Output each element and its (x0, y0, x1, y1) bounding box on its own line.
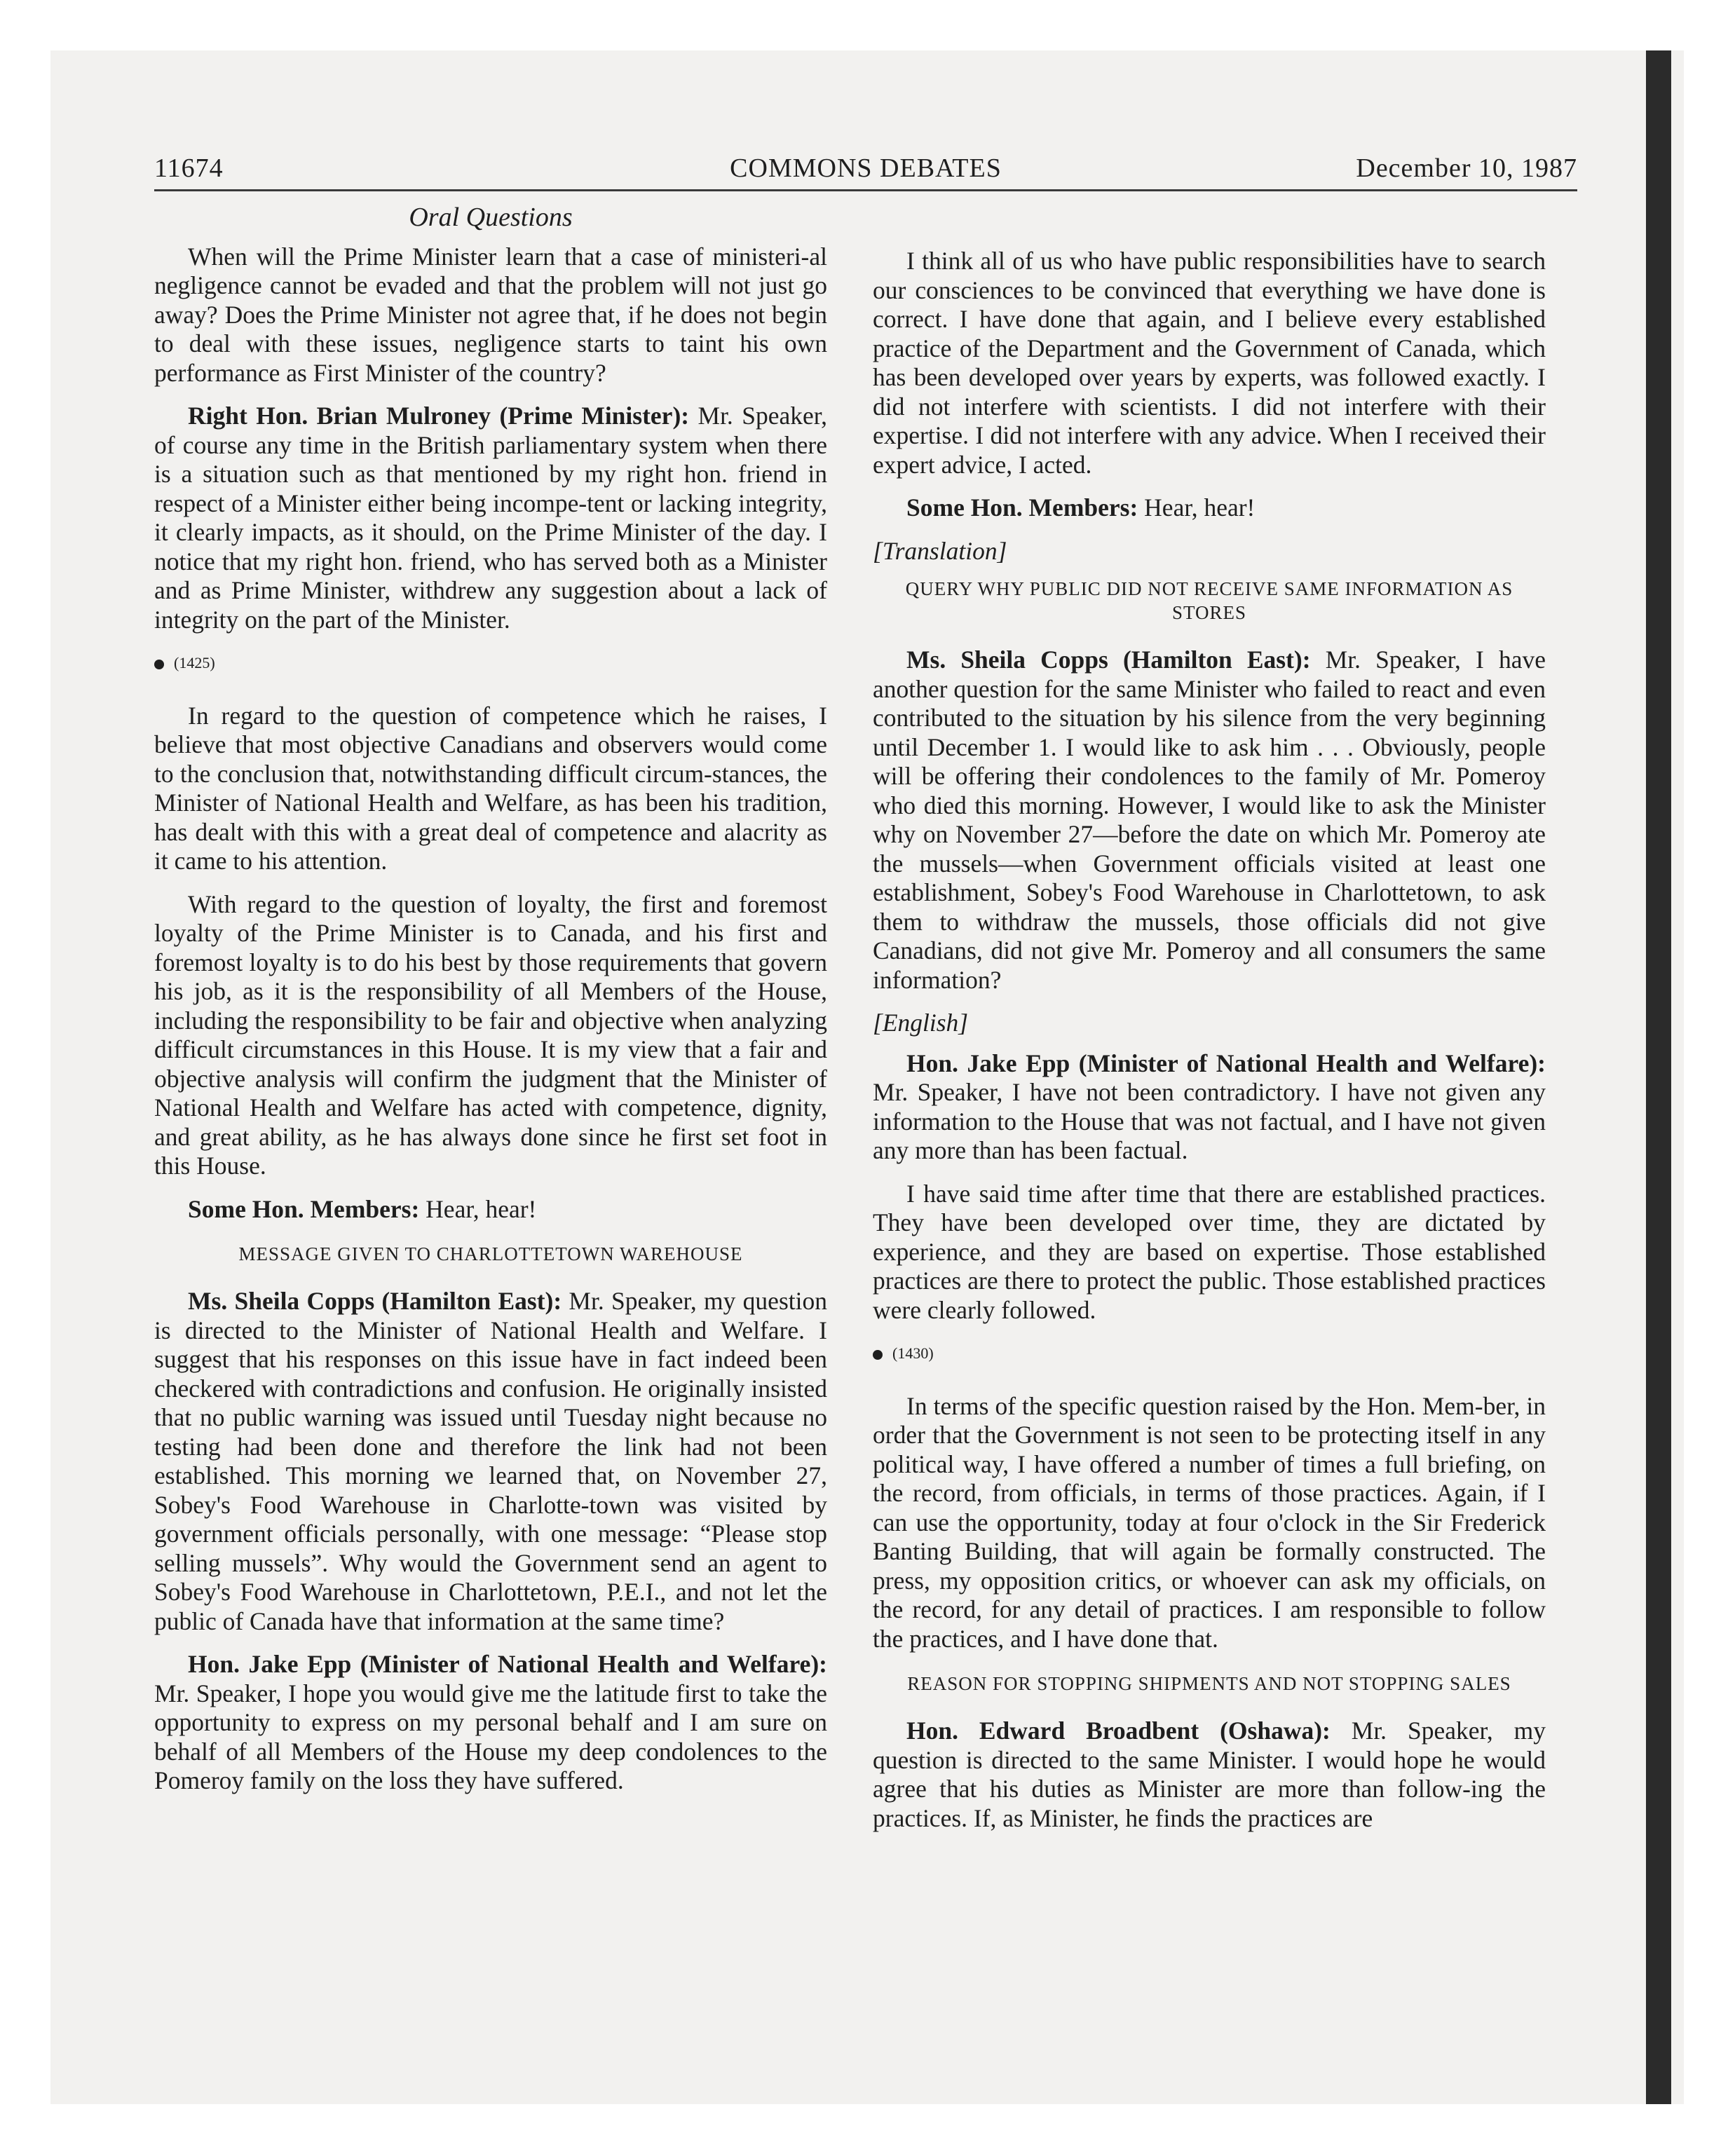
paragraph (873, 1717, 1546, 1833)
speech-text: Mr. Speaker, my question is directed to the Minister of National Health and Welfare. I suggest that his responses on this issue have in fact indeed been checkered with contradictions and confusion. He originally insisted that no public warning was issued until Tuesday night because no testing had been done and therefore the link had not been established. This morning we learned that, on November 27, Sobey's Food Warehouse in Charlotte-town was visited by government officials personally, with one message: “Please stop selling mussels”. Why would the Government send an agent to Sobey's Food Warehouse in Charlottetown, P.E.I., and not let the public of Canada have that information at the same time? (154, 1287, 827, 1635)
paragraph (154, 402, 827, 634)
paragraph (154, 1650, 827, 1796)
speaker-name: Ms. Sheila Copps (Hamilton East): (188, 1287, 562, 1315)
speech-text: Mr. Speaker, my question is directed to the same Minister. I would hope he would agree that his duties as Minister are more than follow-ing the practices. If, as Minister, he finds the practices are (873, 1717, 1546, 1832)
speaker-name: Hon. Jake Epp (Minister of National Health and Welfare): (188, 1650, 827, 1678)
section-title: Oral Questions (409, 203, 573, 232)
paragraph: In terms of the specific question raised by the Hon. Mem-ber, in order that the Government is not seen to be protecting itself in any political way, I have offered a number of times a full briefing, on the record, from officials, in terms of those practices. Again, if I can use the opportunity, today at four o'clock in the Sir Frederick Banting Building, that will again be formally constructed. The press, my opposition critics, or whoever can ask my officials, on the record, for any detail of practices. I am responsible to follow the practices, and I have done that. (873, 1391, 1546, 1653)
bullet-dot-icon (154, 660, 164, 669)
right-column (873, 247, 1546, 1847)
time-marker-text: (1425) (174, 654, 215, 671)
subheading: REASON FOR STOPPING SHIPMENTS AND NOT STOPPING SALES (907, 1673, 1511, 1694)
language-note: [Translation] (873, 536, 1007, 565)
paragraph (873, 1049, 1546, 1166)
paragraph: I have said time after time that there are established practices. They have been developed over time, they are dictated by experience, and they are based on expertise. Those established practices are there to protect the public. Those established practices were clearly followed. (873, 1179, 1546, 1324)
speech-text: Mr. Speaker, of course any time in the British parliamentary system when there is a situation such as that mentioned by my right hon. friend in respect of a Minister either being incompe-tent or lacking integrity, it clearly impacts, as it should, on the Prime Minister of the day. I notice that my right hon. friend, who has served both as a Minister and as Prime Minister, withdrew any suggestion about a lack of integrity on the part of the Minister. (154, 402, 828, 634)
paragraph (154, 1195, 827, 1224)
time-marker (154, 648, 827, 678)
subheading: QUERY WHY PUBLIC DID NOT RECEIVE SAME INFORMATION AS STORES (905, 578, 1513, 623)
time-marker-text: (1430) (892, 1344, 934, 1362)
paragraph: I think all of us who have public responsibilities have to search our consciences to be convinced that everything we have done is correct. I have done that again, and I believe every established practice of the Department and the Government of Canada, which has been developed over years by experts, was followed exactly. I did not interfere with scientists. I did not interfere with their expertise. I did not interfere with any advice. When I received their expert advice, I acted. (873, 247, 1546, 479)
speaker-name: Some Hon. Members: (188, 1194, 420, 1223)
subheading: MESSAGE GIVEN TO CHARLOTTETOWN WAREHOUSE (238, 1243, 743, 1264)
speech-text: Mr. Speaker, I have another question for the same Minister who failed to react and even contributed to the situation by his silence from the very beginning until December 1. I would like to ask him . . . Obviously, people will be offering their condolences to the family of Mr. Pomeroy who died this morning. However, I would like to ask the Minister why on November 27—before the date on which Mr. Pomeroy ate the mussels—when Government officials visited at least one establishment, Sobey's Food Warehouse in Charlottetown, to ask them to withdraw the mussels, those officials did not give Canadians, did not give Mr. Pomeroy and all consumers the same information? (873, 646, 1546, 994)
paragraph (154, 1287, 827, 1636)
publication-date: December 10, 1987 (1356, 153, 1577, 183)
paragraph: With regard to the question of loyalty, the first and foremost loyalty of the Prime Minister is to Canada, and his first and foremost loyalty is to do his best by those requirements that govern his job, as it is the responsibility of all Members of the House, including the responsibility to be fair and objective when analyzing difficult circumstances in this House. It is my view that a fair and objective analysis will confirm the judgment that the Minister of National Health and Welfare has acted with competence, dignity, and great ability, as he has always done since he first set foot in this House. (154, 889, 827, 1180)
speaker-name: Right Hon. Brian Mulroney (Prime Minister): (188, 402, 690, 430)
speaker-name: Some Hon. Members: (906, 493, 1138, 521)
scan-edge-bar (1646, 50, 1671, 2104)
paragraph (873, 646, 1546, 995)
speaker-name: Ms. Sheila Copps (Hamilton East): (906, 646, 1311, 674)
speech-text: Mr. Speaker, I have not been contradictory. I have not given any information to the House that was not factual, and I have not given any more than has been factual. (873, 1078, 1546, 1164)
speaker-name: Hon. Jake Epp (Minister of National Health and Welfare): (906, 1049, 1546, 1077)
speech-text: Hear, hear! (419, 1194, 537, 1223)
paragraph: When will the Prime Minister learn that a case of ministeri-al negligence cannot be evaded and that the problem will not just go away? Does the Prime Minister not agree that, if he does not begin to deal with these issues, negligence starts to taint his own performance as First Minister of the country? (154, 242, 827, 387)
speech-text: Hear, hear! (1138, 493, 1256, 521)
bullet-dot-icon (873, 1350, 883, 1360)
time-marker (873, 1339, 1546, 1368)
speaker-name: Hon. Edward Broadbent (Oshawa): (906, 1717, 1331, 1745)
speech-text: Mr. Speaker, I hope you would give me the latitude first to take the opportunity to express on my personal behalf and I am sure on behalf of all Members of the House my deep condolences to the Pomeroy family on the loss they have suffered. (154, 1679, 827, 1794)
paragraph (873, 493, 1546, 523)
language-note: [English] (873, 1009, 969, 1037)
left-column (154, 203, 827, 1810)
page-number: 11674 (154, 153, 224, 183)
paragraph: In regard to the question of competence which he raises, I believe that most objective Canadians and observers would come to the conclusion that, notwithstanding difficult circum-stances, the Minister of National Health and Welfare, as has been his tradition, has dealt with this with a great deal of competence and alacrity as it came to his attention. (154, 701, 827, 875)
publication-title: COMMONS DEBATES (730, 153, 1002, 183)
page-header (154, 153, 1577, 191)
